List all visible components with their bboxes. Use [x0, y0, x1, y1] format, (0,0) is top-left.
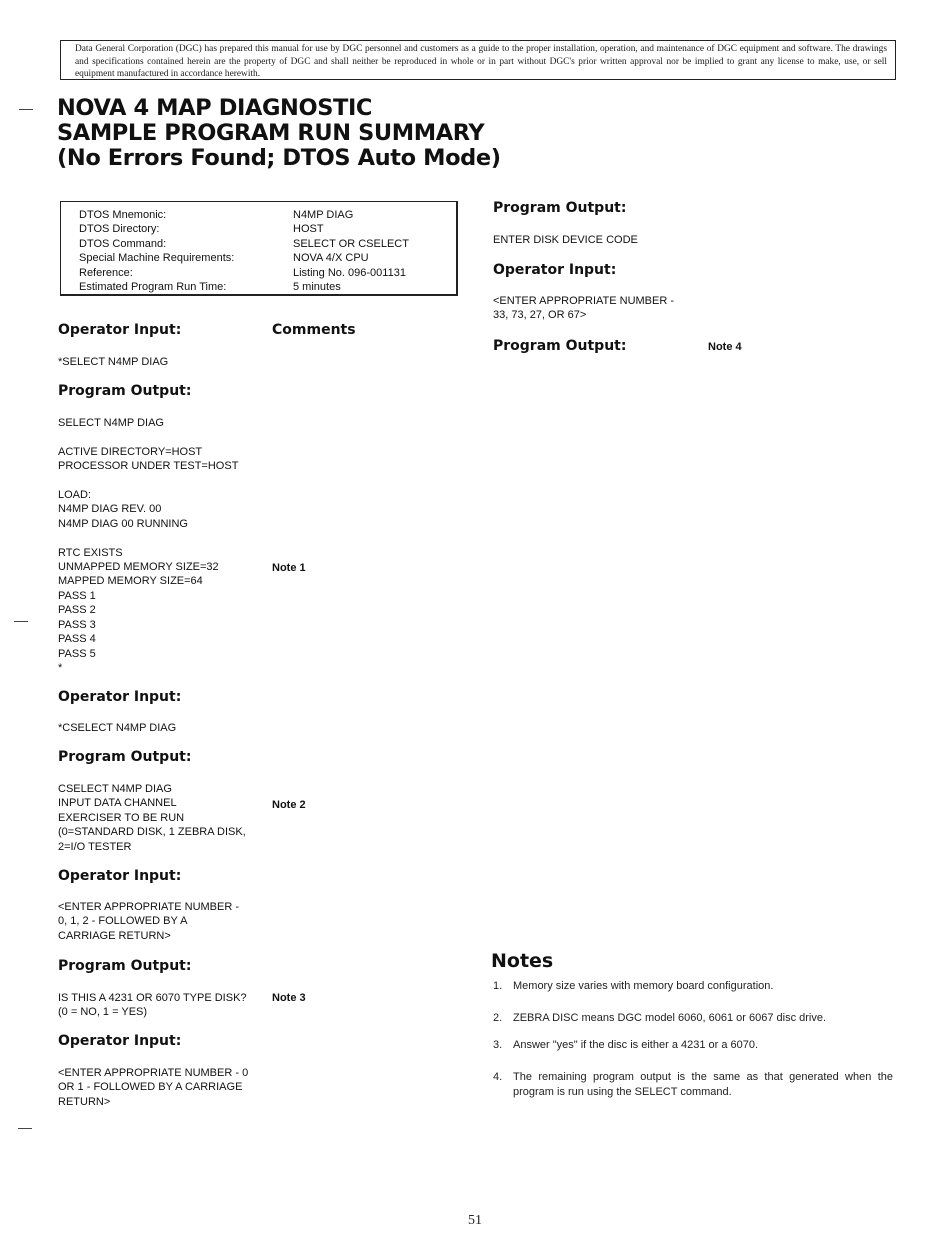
- output-line: SELECT N4MP DIAG: [58, 417, 164, 429]
- program-output-block: [58, 416, 238, 675]
- output-line: N4MP DIAG REV. 00: [58, 503, 162, 516]
- info-value: 5 minutes: [293, 281, 341, 294]
- operator-input-text: *CSELECT N4MP DIAG: [58, 722, 177, 734]
- info-row: [79, 266, 456, 280]
- title-line: (No Errors Found; DTOS Auto Mode): [57, 145, 501, 171]
- output-line: UNMAPPED MEMORY SIZE=32: [58, 561, 219, 574]
- info-label: DTOS Directory:: [79, 223, 160, 236]
- info-row: [79, 251, 456, 265]
- output-line: LOAD:: [58, 489, 92, 502]
- operator-input-block: [58, 1066, 248, 1109]
- comment-note-1: Note 1: [272, 562, 306, 574]
- output-line: PASS 5: [58, 647, 96, 660]
- note-number: 2.: [493, 1011, 503, 1024]
- operator-input-block: [58, 900, 239, 943]
- comment-note-4: Note 4: [708, 341, 742, 353]
- program-output-heading: Program Output:: [58, 958, 192, 974]
- info-value: SELECT OR CSELECT: [293, 237, 409, 250]
- info-label: DTOS Mnemonic:: [79, 209, 167, 221]
- margin-mark: [14, 621, 28, 622]
- page-title: [57, 95, 501, 171]
- input-line: CARRIAGE RETURN>: [58, 929, 171, 942]
- input-line: 33, 73, 27, OR 67>: [493, 309, 587, 322]
- info-label: Reference:: [79, 266, 133, 279]
- info-row: [79, 280, 456, 294]
- program-output-heading: Program Output:: [58, 749, 192, 765]
- output-line: 2=I/O TESTER: [58, 840, 132, 853]
- output-line: PASS 3: [58, 618, 96, 631]
- note-item: [493, 1038, 893, 1054]
- output-line: PASS 4: [58, 633, 96, 646]
- program-info-box: [60, 201, 458, 296]
- notes-heading: Notes: [491, 950, 554, 972]
- comments-heading: Comments: [272, 322, 356, 338]
- output-line: [58, 474, 238, 488]
- info-value: Listing No. 096-001131: [293, 266, 406, 279]
- output-line: ACTIVE DIRECTORY=HOST: [58, 445, 203, 458]
- input-line: 0, 1, 2 - FOLLOWED BY A: [58, 915, 188, 928]
- output-line: CSELECT N4MP DIAG: [58, 783, 172, 795]
- copyright-notice: Data General Corporation (DGC) has prepared this manual for use by DGC personnel and customers as a guide to the proper installation, operation, and maintenance of DGC equipment and software. The drawings and specifications contained herein are the property of DGC and shall neither be reproduced in whole or in part without DGC's prior written approval nor be implied to grant any license to make, use, or sell equipment manufactured in accordance herewith.: [60, 40, 896, 80]
- operator-input-heading: Operator Input:: [58, 689, 182, 705]
- output-line: PASS 2: [58, 604, 96, 617]
- info-row: [79, 208, 456, 222]
- output-line: PASS 1: [58, 589, 96, 602]
- program-output-heading: Program Output:: [493, 200, 627, 216]
- note-text: Answer "yes" if the disc is either a 4231 or a 6070.: [513, 1039, 759, 1051]
- output-line: N4MP DIAG 00 RUNNING: [58, 517, 188, 530]
- info-label: Estimated Program Run Time:: [79, 281, 227, 294]
- info-row: [79, 237, 456, 251]
- comment-note-3: Note 3: [272, 992, 306, 1004]
- operator-input-heading: Operator Input:: [58, 322, 182, 338]
- operator-input-heading: Operator Input:: [58, 868, 182, 884]
- info-row: [79, 222, 456, 236]
- note-number: 3.: [493, 1039, 503, 1051]
- program-output-heading: Program Output:: [493, 338, 627, 354]
- output-line: INPUT DATA CHANNEL: [58, 797, 177, 810]
- margin-mark: [18, 1128, 32, 1129]
- margin-mark: [19, 109, 33, 110]
- input-line: <ENTER APPROPRIATE NUMBER - 0: [58, 1067, 249, 1079]
- program-output-text: ENTER DISK DEVICE CODE: [493, 234, 638, 246]
- operator-input-text: *SELECT N4MP DIAG: [58, 356, 169, 368]
- note-text: Memory size varies with memory board configuration.: [513, 980, 774, 992]
- comment-note-2: Note 2: [272, 799, 306, 811]
- input-line: RETURN>: [58, 1095, 111, 1108]
- info-label: DTOS Command:: [79, 237, 167, 250]
- note-number: 1.: [493, 980, 503, 992]
- title-line: NOVA 4 MAP DIAGNOSTIC: [57, 95, 373, 121]
- note-item: [493, 979, 893, 995]
- program-output-block: [58, 782, 246, 854]
- output-line: [58, 430, 238, 444]
- info-value: N4MP DIAG: [293, 209, 354, 221]
- program-output-block: [58, 991, 247, 1020]
- info-value: HOST: [293, 223, 324, 236]
- note-item: [493, 1070, 893, 1101]
- output-line: *: [58, 661, 63, 674]
- operator-input-heading: Operator Input:: [58, 1033, 182, 1049]
- note-text: ZEBRA DISC means DGC model 6060, 6061 or 6067 disc drive.: [513, 1011, 827, 1024]
- output-line: [58, 531, 238, 545]
- info-value: NOVA 4/X CPU: [293, 252, 369, 265]
- note-number: 4.: [493, 1070, 503, 1083]
- output-line: IS THIS A 4231 OR 6070 TYPE DISK?: [58, 992, 247, 1004]
- operator-input-block: [493, 294, 674, 323]
- notes-list: [493, 979, 893, 1101]
- input-line: <ENTER APPROPRIATE NUMBER -: [493, 295, 675, 307]
- info-label: Special Machine Requirements:: [79, 252, 235, 265]
- output-line: MAPPED MEMORY SIZE=64: [58, 575, 203, 588]
- title-line: SAMPLE PROGRAM RUN SUMMARY: [57, 120, 485, 146]
- program-output-heading: Program Output:: [58, 383, 192, 399]
- note-item: [493, 1011, 893, 1027]
- page-number: 51: [468, 1213, 482, 1228]
- input-line: OR 1 - FOLLOWED BY A CARRIAGE: [58, 1081, 243, 1094]
- input-line: <ENTER APPROPRIATE NUMBER -: [58, 901, 240, 913]
- output-line: (0 = NO, 1 = YES): [58, 1006, 148, 1019]
- operator-input-heading: Operator Input:: [493, 262, 617, 278]
- output-line: EXERCISER TO BE RUN: [58, 811, 185, 824]
- note-text: The remaining program output is the same as that generated when the program is run using the SELECT command.: [513, 1070, 893, 1098]
- output-line: (0=STANDARD DISK, 1 ZEBRA DISK,: [58, 826, 246, 839]
- output-line: PROCESSOR UNDER TEST=HOST: [58, 460, 239, 473]
- output-line: RTC EXISTS: [58, 546, 123, 559]
